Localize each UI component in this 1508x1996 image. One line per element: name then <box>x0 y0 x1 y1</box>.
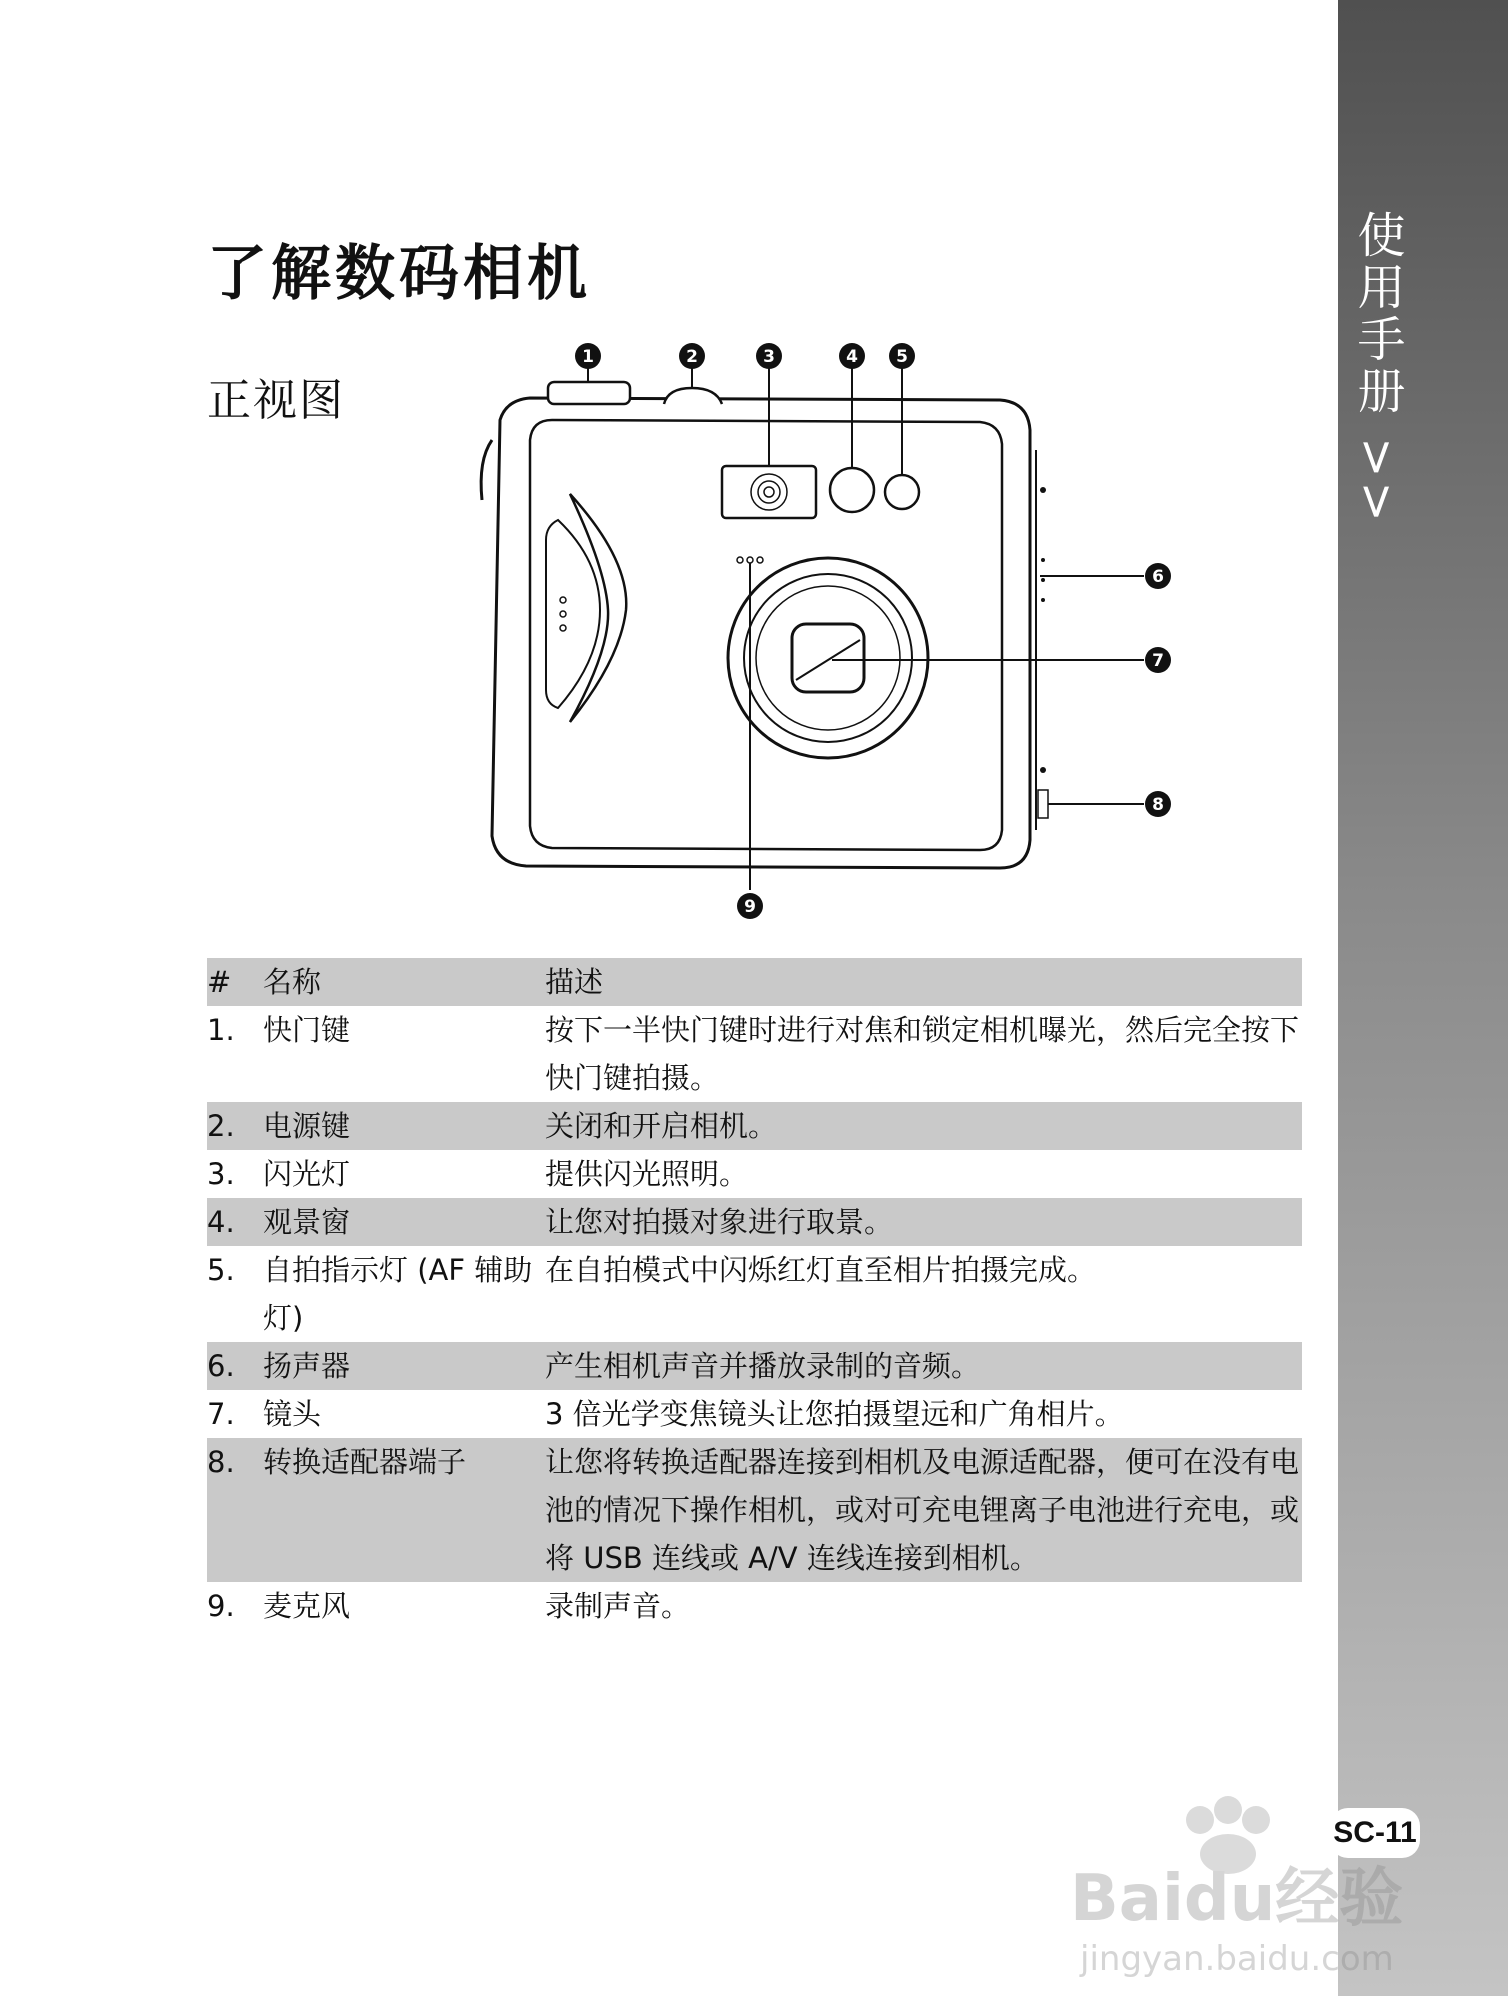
row-name: 快门键 <box>263 1013 351 1047</box>
row-name: 镜头 <box>263 1397 322 1431</box>
row-name: 观景窗 <box>263 1198 545 1246</box>
table-row <box>207 1342 1302 1390</box>
callout-5 <box>889 343 915 369</box>
table-row <box>207 1246 1302 1342</box>
row-desc: 3 倍光学变焦镜头让您拍摄望远和广角相片。 <box>545 1397 1124 1431</box>
callout-4 <box>839 343 865 369</box>
row-name: 自拍指示灯 (AF 辅助灯) <box>263 1253 533 1335</box>
callout-8 <box>1145 791 1171 817</box>
svg-text:9: 9 <box>744 897 756 917</box>
row-desc: 按下一半快门键时进行对焦和锁定相机曝光，然后完全按下快门键拍摄。 <box>545 1013 1300 1095</box>
callout-1 <box>575 343 601 369</box>
callout-3 <box>756 343 782 369</box>
camera-front-diagram <box>440 347 1220 940</box>
callout-9 <box>737 893 763 919</box>
header-name: 名称 <box>263 958 545 1006</box>
row-num: 5. <box>207 1253 235 1287</box>
page-title: 了解数码相机 <box>207 239 591 309</box>
row-desc: 提供闪光照明。 <box>545 1157 749 1191</box>
row-num: 3. <box>207 1157 235 1191</box>
table-row <box>207 1006 1302 1102</box>
row-num: 9. <box>207 1589 235 1623</box>
power-button <box>664 388 722 404</box>
callout-6 <box>1145 563 1171 589</box>
svg-text:8: 8 <box>1152 795 1164 815</box>
row-name: 扬声器 <box>263 1342 545 1390</box>
row-name: 转换适配器端子 <box>263 1438 545 1582</box>
row-desc: 让您对拍摄对象进行取景。 <box>545 1198 1302 1246</box>
shutter-button <box>548 382 630 404</box>
section-title: 正视图 <box>207 375 345 426</box>
table-row <box>207 1198 1302 1246</box>
header-desc: 描述 <box>545 958 1302 1006</box>
svg-text:Baidu经验: Baidu经验 <box>1070 1862 1404 1936</box>
viewfinder <box>830 468 874 512</box>
side-tab-title: 使用手册 >> <box>1349 210 1405 526</box>
callout-2 <box>679 343 705 369</box>
svg-text:3: 3 <box>763 347 775 367</box>
header-num: # <box>207 958 263 1006</box>
row-desc: 在自拍模式中闪烁红灯直至相片拍摄完成。 <box>545 1253 1097 1287</box>
row-num: 4. <box>207 1198 263 1246</box>
svg-text:6: 6 <box>1152 567 1164 587</box>
row-name: 麦克风 <box>263 1589 351 1623</box>
svg-text:4: 4 <box>846 347 858 367</box>
table-row <box>207 1390 1302 1438</box>
row-desc: 产生相机声音并播放录制的音频。 <box>545 1342 1302 1390</box>
row-num: 2. <box>207 1102 263 1150</box>
row-name: 闪光灯 <box>263 1157 351 1191</box>
svg-text:7: 7 <box>1152 651 1164 671</box>
svg-text:1: 1 <box>582 347 594 367</box>
parts-table <box>207 958 1302 1630</box>
svg-text:5: 5 <box>896 347 908 367</box>
table-row <box>207 1102 1302 1150</box>
row-num: 8. <box>207 1438 263 1582</box>
svg-text:2: 2 <box>686 347 698 367</box>
grip <box>570 494 626 722</box>
self-timer-lamp <box>885 475 919 509</box>
svg-text:jingyan.baidu.com: jingyan.baidu.com <box>1080 1939 1394 1979</box>
table-header-row <box>207 958 1302 1006</box>
lens-shutter <box>792 624 864 692</box>
row-desc: 录制声音。 <box>545 1589 691 1623</box>
row-num: 6. <box>207 1342 263 1390</box>
row-num: 1. <box>207 1013 235 1047</box>
row-name: 电源键 <box>263 1102 545 1150</box>
callout-7 <box>1145 647 1171 673</box>
row-num: 7. <box>207 1397 235 1431</box>
table-row <box>207 1150 1302 1198</box>
row-desc: 让您将转换适配器连接到相机及电源适配器，便可在没有电池的情况下操作相机，或对可充电锂离子电池进行充电，或将 USB 连线或 A/V 连线连接到相机。 <box>545 1438 1302 1582</box>
table-row <box>207 1582 1302 1630</box>
table-row <box>207 1438 1302 1582</box>
page-number: SC-11 <box>1330 1808 1420 1858</box>
row-desc: 关闭和开启相机。 <box>545 1102 1302 1150</box>
